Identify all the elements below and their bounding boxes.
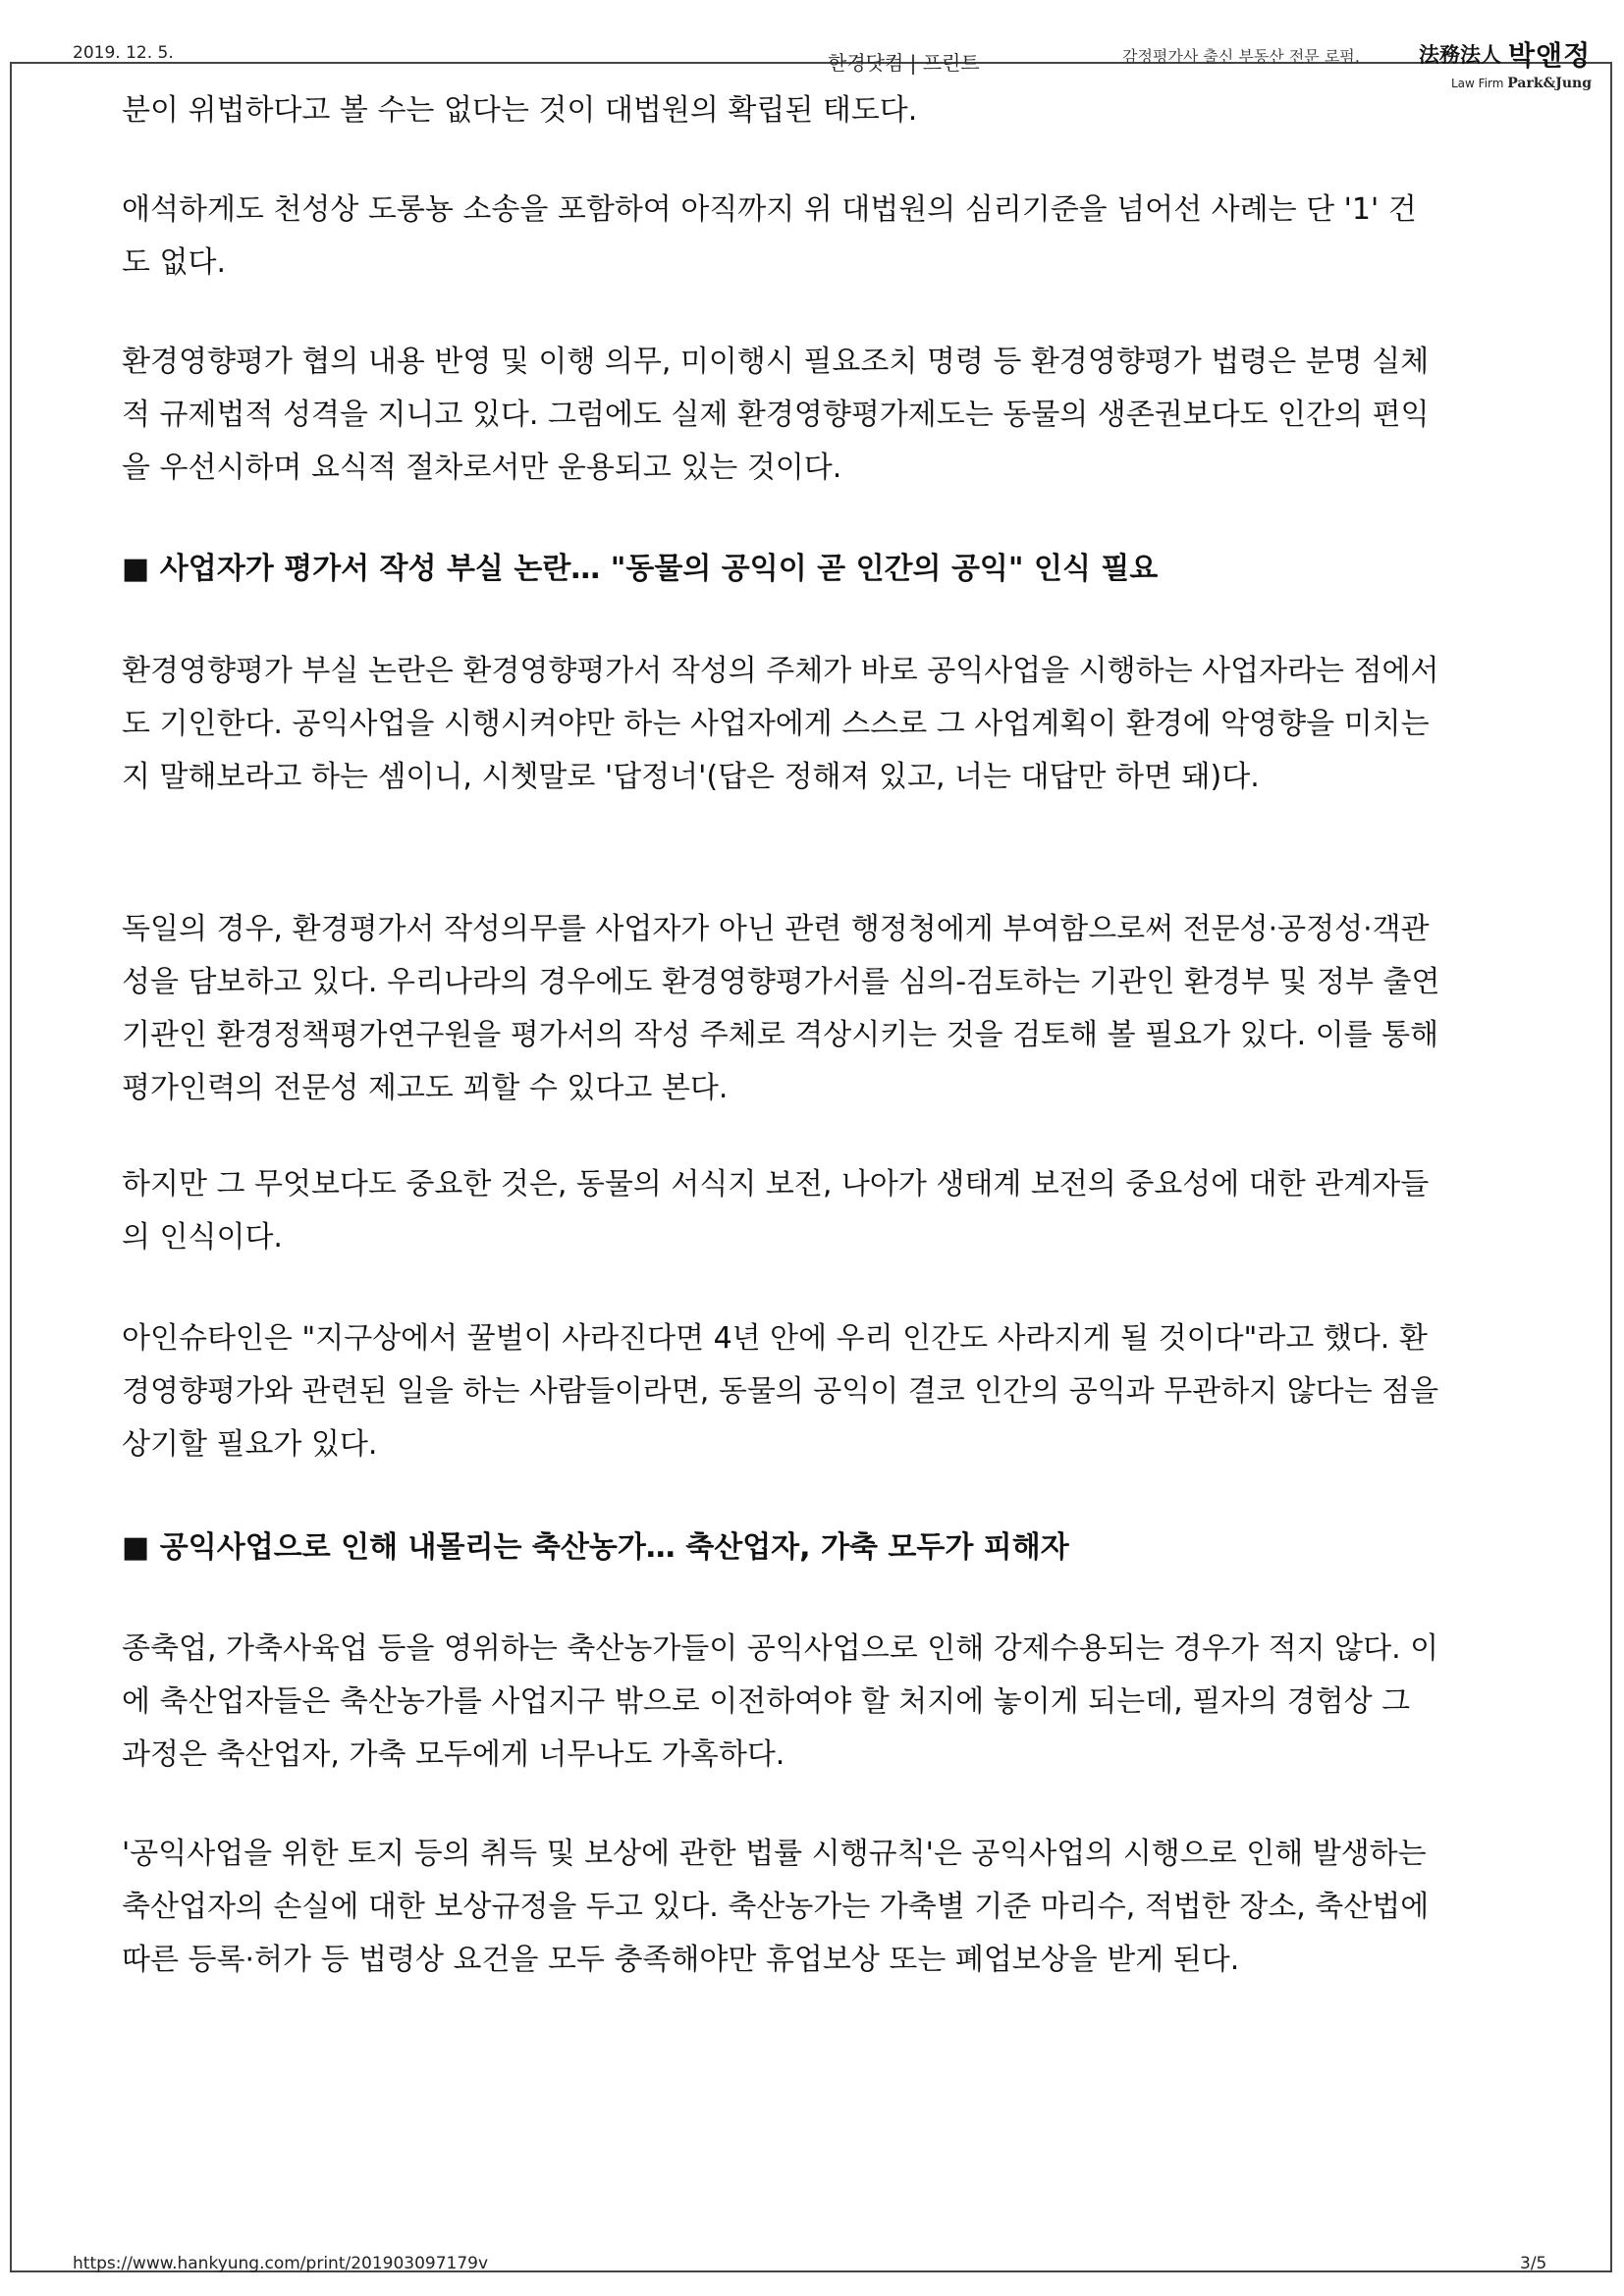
ad-brand-english <box>1451 76 1592 91</box>
page-number: 3/5 <box>1520 2254 1547 2273</box>
paragraph-business: 환경영향평가 부실 논란은 환경영향평가서 작성의 주체가 바로 공익사업을 시행하는 사업자라는 점에서도 기인한다. 공익사업을 시행시켜야만 하는 사업자에게 스스로 그 사업계획이 환경에 악영향을 미치는지 말해보라고 하는 셈이니, 시쳇말로 '답정너'(답은 정해져 있고, 너는 대답만 하면 돼)다. <box>122 654 1439 794</box>
section-heading-2: ■ 공익사업으로 인해 내몰리는 축산농가… 축산업자, 가축 모두가 피해자 <box>122 1530 1069 1565</box>
paragraph-livestock: 종축업, 가축사육업 등을 영위하는 축산농가들이 공익사업으로 인해 강제수용되는 경우가 적지 않다. 이에 축산업자들은 축산농가를 사업지구 밖으로 이전하여야 할 처지에 놓이게 되는데, 필자의 경험상 그 과정은 축산업자, 가축 모두에게 너무나도 가혹하다. <box>122 1631 1439 1772</box>
paragraph-no-case: 애석하게도 천성상 도롱뇽 소송을 포함하여 아직까지 위 대법원의 심리기준을 넘어선 사례는 단 '1' 건도 없다. <box>122 192 1417 280</box>
paragraph-intro: 분이 위법하다고 볼 수는 없다는 것이 대법원의 확립된 태도다. <box>122 93 918 128</box>
ad-brand-en-prefix: Law Firm <box>1451 77 1504 90</box>
ad-brand-logo: 박앤정 <box>1508 39 1592 72</box>
print-date: 2019. 12. 5. <box>73 43 174 63</box>
ad-brand-en-name: Park&Jung <box>1507 76 1592 91</box>
paragraph-einstein: 아인슈타인은 "지구상에서 꿀벌이 사라진다면 4년 안에 우리 인간도 사라지게 될 것이다"라고 했다. 환경영향평가와 관련된 일을 하는 사람들이라면, 동물의 공익이 결코 인간의 공익과 무관하지 않다는 점을 상기할 필요가 있다. <box>122 1321 1439 1462</box>
paragraph-compensation: '공익사업을 위한 토지 등의 취득 및 보상에 관한 법률 시행규칙'은 공익사업의 시행으로 인해 발생하는 축산업자의 손실에 대한 보상규정을 두고 있다. 축산농가는 가축별 기준 마리수, 적법한 장소, 축산법에 따른 등록·허가 등 법령상 요건을 모두 충족해야만 휴업보상 또는 폐업보상을 받게 된다. <box>122 1837 1430 1977</box>
ad-firm-hanja: 法務法人 <box>1419 42 1501 67</box>
print-source: 한경닷컴 | 프린트 <box>828 51 980 75</box>
paragraph-germany: 독일의 경우, 환경평가서 작성의무를 사업자가 아닌 관련 행정청에게 부여함으로써 전문성·공정성·객관성을 담보하고 있다. 우리나라의 경우에도 환경영향평가서를 심의-검토하는 기관인 환경부 및 정부 출연기관인 환경정책평가연구원을 평가서의 작성 주체로 격상시키는 것을 검토해 볼 필요가 있다. 이를 통해 평가인력의 전문성 제고도 꾀할 수 있다고 본다. <box>122 912 1440 1105</box>
ad-tagline: 감정평가사 출신 부동산 전문 로펌, <box>1122 47 1360 66</box>
section-heading-1: ■ 사업자가 평가서 작성 부실 논란… "동물의 공익이 곧 인간의 공익" 인식 필요 <box>122 552 1159 586</box>
paragraph-awareness: 하지만 그 무엇보다도 중요한 것은, 동물의 서식지 보전, 나아가 생태계 보전의 중요성에 대한 관계자들의 인식이다. <box>122 1167 1430 1255</box>
print-url-link[interactable]: https://www.hankyung.com/print/201903097179v <box>73 2254 489 2273</box>
paragraph-regulation: 환경영향평가 협의 내용 반영 및 이행 의무, 미이행시 필요조치 명령 등 환경영향평가 법령은 분명 실체적 규제법적 성격을 지니고 있다. 그럼에도 실제 환경영향평가제도는 동물의 생존권보다도 인간의 편익을 우선시하며 요식적 절차로서만 운용되고 있는 것이다. <box>122 345 1430 485</box>
